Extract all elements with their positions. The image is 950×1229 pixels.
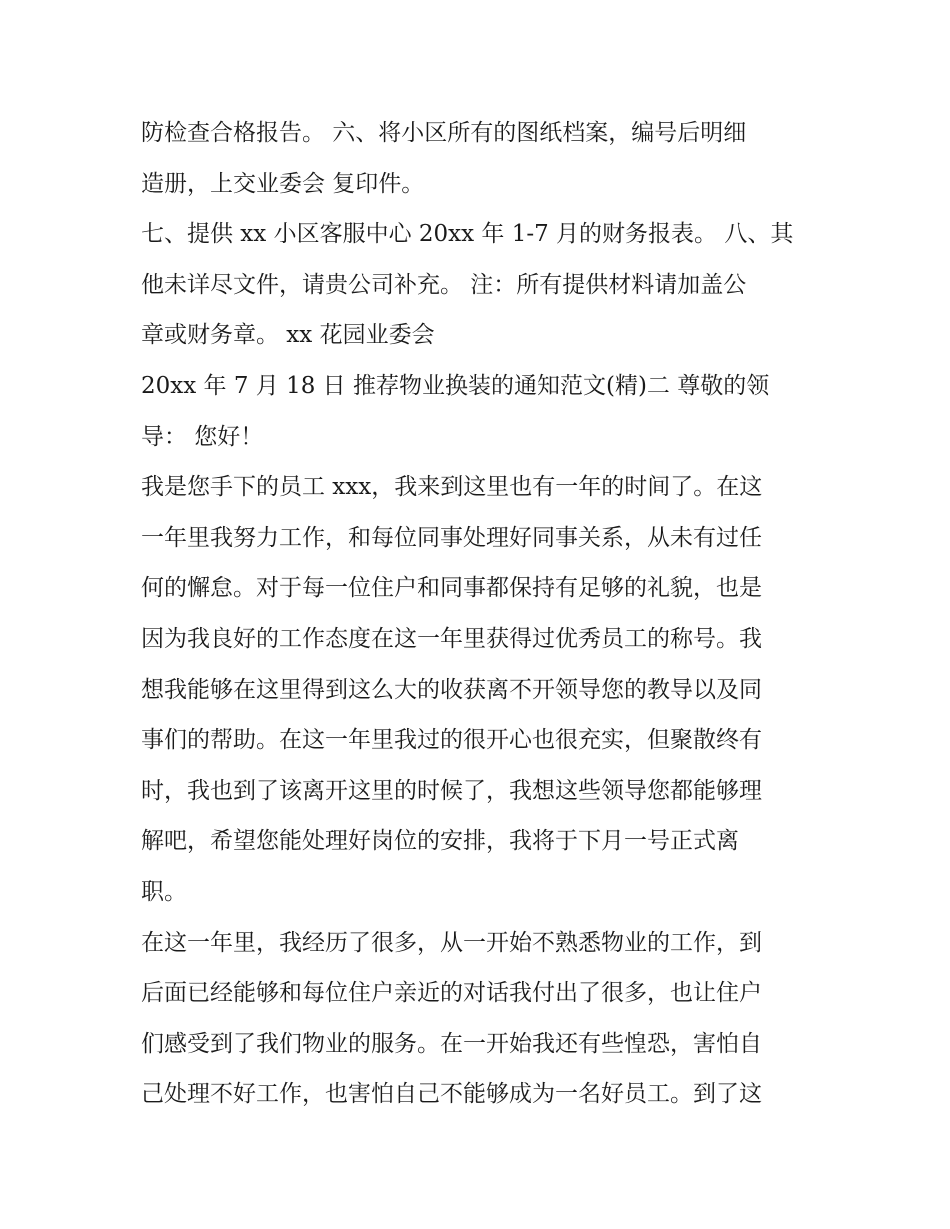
text-line: 造册，上交业委会 复印件。	[141, 170, 425, 197]
text-line: 七、提供 xx 小区客服中心 20xx 年 1-7 月的财务报表。 八、其	[141, 221, 794, 248]
text-line: 一年里我努力工作，和每位同事处理好同事关系，从未有过任	[141, 524, 762, 551]
text-line: 在这一年里，我经历了很多，从一开始不熟悉物业的工作，到	[141, 929, 762, 956]
text-line: 己处理不好工作，也害怕自己不能够成为一名好员工。到了这	[141, 1081, 762, 1108]
text-line: 20xx 年 7 月 18 日 推荐物业换装的通知范文(精)二 尊敬的领	[141, 372, 770, 399]
text-line: 导： 您好！	[141, 423, 264, 450]
text-line: 解吧，希望您能处理好岗位的安排，我将于下月一号正式离	[141, 828, 739, 855]
text-line: 们感受到了我们物业的服务。在一开始我还有些惶恐，害怕自	[141, 1030, 762, 1057]
text-line: 职。	[141, 878, 187, 905]
text-line: 事们的帮助。在这一年里我过的很开心也很充实，但聚散终有	[141, 727, 762, 754]
text-line: 后面已经能够和每位住户亲近的对话我付出了很多，也让住户	[141, 980, 762, 1007]
text-line: 他未详尽文件，请贵公司补充。 注：所有提供材料请加盖公	[141, 271, 747, 298]
document-body	[141, 108, 821, 1120]
text-line: 我是您手下的员工 xxx，我来到这里也有一年的时间了。在这	[141, 474, 763, 501]
text-line: 何的懈怠。对于每一位住户和同事都保持有足够的礼貌，也是	[141, 575, 762, 602]
text-line: 因为我良好的工作态度在这一年里获得过优秀员工的称号。我	[141, 625, 762, 652]
text-line: 想我能够在这里得到这么大的收获离不开领导您的教导以及同	[141, 676, 762, 703]
text-line: 章或财务章。 xx 花园业委会	[141, 322, 435, 349]
text-line: 防检查合格报告。 六、将小区所有的图纸档案，编号后明细	[141, 120, 747, 146]
text-line: 时，我也到了该离开这里的时候了，我想这些领导您都能够理	[141, 777, 762, 804]
